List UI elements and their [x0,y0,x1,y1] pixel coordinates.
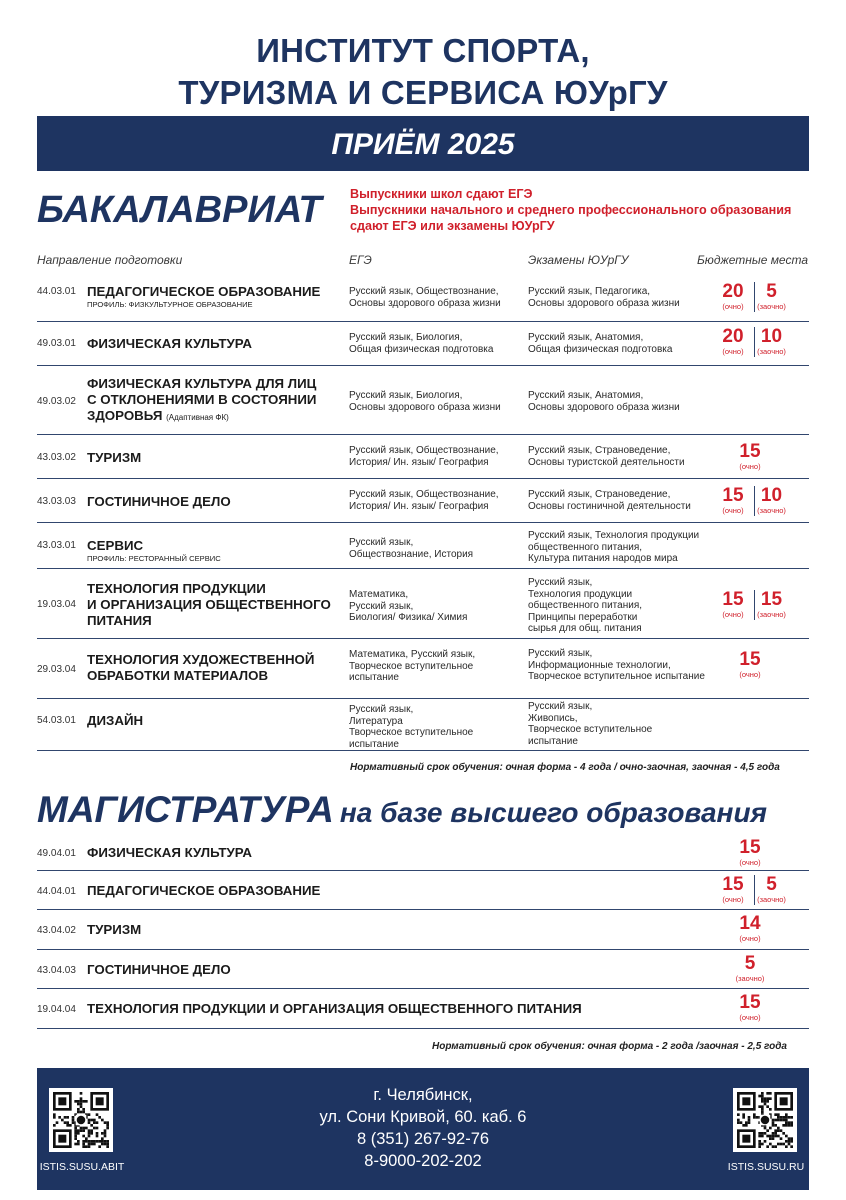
exam-subject-line: сырья для общ. питания [528,623,642,634]
ege-subject-line: Основы здорового образа жизни [349,401,501,413]
program-note: (Адаптивная ФК) [166,413,229,422]
seat-form: (очно) [739,858,761,867]
program-name-line: ПИТАНИЯ [87,613,152,628]
ege-subjects [349,589,524,624]
program-name-line: И ОРГАНИЗАЦИЯ ОБЩЕСТВЕННОГО [87,597,331,612]
exam-subject-line: Русский язык, [528,577,593,588]
budget-seats [716,650,809,690]
column-header-exams: Экзамены ЮУрГУ [528,253,629,267]
program-name-line: ГОСТИНИЧНОЕ ДЕЛО [87,494,231,509]
ege-subjects [349,332,524,355]
program-code: 49.03.02 [37,396,76,407]
program-code: 43.04.02 [37,925,76,936]
seats-part-time [754,875,788,905]
program-name-line: ФИЗИЧЕСКАЯ КУЛЬТУРА [87,336,253,351]
vk-qr-code-icon[interactable] [49,1088,113,1152]
seat-form: (очно) [739,670,761,679]
program-row [37,701,809,751]
program-row [37,481,809,523]
exam-notice-line: сдают ЕГЭ или экзамены ЮУрГУ [350,219,555,233]
program-profile: ПРОФИЛЬ: РЕСТОРАННЫЙ СЕРВИС [87,554,221,563]
seats-full-time [733,838,767,868]
budget-seats [716,875,809,915]
seat-count: 15 [739,441,761,462]
program-profile: ПРОФИЛЬ: ФИЗКУЛЬТУРНОЕ ОБРАЗОВАНИЕ [87,300,253,309]
program-code: 49.03.01 [37,338,76,349]
exam-subject-line: Русский язык, Технология продукции [528,530,700,541]
bachelor-title: БАКАЛАВРИАТ [37,189,322,231]
program-name [87,450,347,466]
seat-count: 15 [739,992,761,1013]
qr-code-graphic [53,1092,109,1148]
exam-subject-line: Творческое вступительное испытание [528,671,705,682]
seat-count: 15 [760,589,783,610]
vk-link-label[interactable]: ISTIS.SUSU.ABIT [39,1161,125,1173]
program-row [37,525,809,569]
master-title [37,786,767,837]
web-qr-code-icon[interactable] [733,1088,797,1152]
ege-subject-line: Русский язык, [349,600,414,612]
ege-subject-line: Математика, [349,589,409,600]
seat-form: (очно) [722,895,744,904]
program-name-line: ЗДОРОВЬЯ (Адаптивная ФК) [87,408,229,423]
program-row [37,437,809,479]
seats-full-time [716,590,750,620]
qr-code-graphic [737,1092,793,1148]
ege-subject-line: Общая физическая подготовка [349,343,494,355]
program-name-line: ТУРИЗМ [87,450,142,465]
program-row [37,324,809,366]
university-exams [528,390,723,413]
master-program-row [37,873,809,910]
institute-title-line1: ИНСТИТУТ СПОРТА, [256,32,590,69]
seat-form: (заочно) [757,302,786,311]
phone-landline[interactable]: 8 (351) 267-92-76 [356,1130,490,1148]
seats-part-time [754,590,788,620]
university-exams [528,701,723,747]
seats-part-time [754,282,788,312]
seat-count: 15 [739,649,761,670]
program-name: ГОСТИНИЧНОЕ ДЕЛО [87,961,231,977]
program-code: 19.03.04 [37,599,76,610]
seat-count: 15 [722,485,744,506]
exam-subject-line: общественного питания, [528,541,643,553]
exam-notice-line: Выпускники школ сдают ЕГЭ [350,187,533,201]
exam-subject-line: Русский язык, [528,701,593,712]
ege-subject-line: Математика, Русский язык, [349,649,476,660]
budget-seats [716,954,809,994]
budget-seats [716,590,809,630]
seats-full-time [733,993,767,1023]
website-link-label[interactable]: ISTIS.SUSU.RU [727,1161,805,1173]
seat-count: 5 [744,953,756,974]
program-name-line: ОБРАБОТКИ МАТЕРИАЛОВ [87,668,269,683]
program-name [87,538,347,564]
program-name [87,336,347,352]
exam-subject-line: Основы здорового образа жизни [528,297,680,309]
seat-form: (очно) [722,610,744,619]
ege-subject-line: Русский язык, [349,537,414,548]
ege-subjects [349,489,524,512]
ege-subject-line: Русский язык, Обществознание, [349,445,499,456]
program-code: 19.04.04 [37,1004,76,1015]
seat-count: 20 [722,326,744,347]
program-code: 43.03.03 [37,496,76,507]
ege-subject-line: Русский язык, Обществознание, [349,286,499,297]
seat-count: 20 [722,281,744,302]
program-code: 54.03.01 [37,715,76,726]
seat-count: 5 [766,281,777,302]
institute-title-line2: ТУРИЗМА И СЕРВИСА ЮУрГУ [178,74,668,111]
seats-full-time [716,327,750,357]
ege-subjects [349,649,524,684]
program-name-line: ДИЗАЙН [87,713,144,728]
university-exams [528,286,723,309]
master-title-main: МАГИСТРАТУРА [37,789,334,830]
ege-subjects [349,286,524,309]
exam-subject-line: Русский язык, Страноведение, [528,489,671,500]
exam-subject-line: Русский язык, [528,648,593,659]
budget-seats [716,327,809,367]
seat-count: 10 [760,485,783,506]
program-name-line: СЕРВИС [87,538,144,553]
ege-subject-line: Основы здорового образа жизни [349,297,501,309]
seats-full-time [716,282,750,312]
seats-full-time [733,442,767,472]
address-city: г. Челябинск, [373,1086,473,1104]
seats-part-time [733,954,767,984]
exam-subject-line: Основы здорового образа жизни [528,401,680,413]
seat-form: (заочно) [757,610,786,619]
seat-form: (очно) [739,462,761,471]
seat-count: 10 [760,326,783,347]
ege-subjects [349,537,524,560]
master-title-subtitle: на базе высшего образования [339,797,768,828]
program-name [87,376,347,426]
seat-count: 15 [722,589,744,610]
phone-mobile[interactable]: 8-9000-202-202 [364,1152,482,1170]
program-code: 44.03.01 [37,286,76,297]
program-code: 49.04.01 [37,847,76,859]
seat-form: (очно) [739,934,761,943]
university-exams [528,530,723,565]
seats-full-time [733,914,767,944]
exam-notice-line: Выпускники начального и среднего профессионального образования [350,203,792,217]
institute-title [0,30,846,114]
budget-seats [716,993,809,1033]
address-block [237,1084,609,1172]
seat-form: (заочно) [757,506,786,515]
budget-seats [716,282,809,322]
exam-subject-line: Живопись, [528,712,578,724]
seat-count: 5 [766,874,777,895]
seat-form: (очно) [722,506,744,515]
ege-subject-line: испытание [349,738,399,750]
ege-subject-line: Русский язык, Обществознание, [349,489,499,500]
seat-form: (заочно) [757,895,786,904]
seat-count: 15 [722,874,744,895]
budget-seats [716,442,809,482]
university-exams [528,332,723,355]
program-name [87,284,347,310]
exam-subject-line: Русский язык, Анатомия, [528,332,644,343]
seat-form: (очно) [722,347,744,356]
seat-form: (заочно) [757,347,786,356]
ege-subject-line: Биология/ Физика/ Химия [349,612,468,623]
program-name-line: ФИЗИЧЕСКАЯ КУЛЬТУРА ДЛЯ ЛИЦ [87,376,317,391]
ege-subject-line: Творческое вступительное [349,727,474,738]
exam-subject-line: Культура питания народов мира [528,553,678,564]
program-name-line: ПЕДАГОГИЧЕСКОЕ ОБРАЗОВАНИЕ [87,284,321,299]
program-code: 43.04.03 [37,964,76,976]
seats-part-time [754,327,788,357]
program-name-line: С ОТКЛОНЕНИЯМИ В СОСТОЯНИИ [87,392,317,407]
university-exams [528,577,723,635]
program-row [37,278,809,322]
program-name [87,494,347,510]
exam-subject-line: Основы гостиничной деятельности [528,500,691,512]
budget-seats [716,914,809,954]
master-program-row [37,952,809,989]
master-study-duration: Нормативный срок обучения: очная форма - 2 года /заочная - 2,5 года [432,1041,787,1052]
ege-subject-line: Русский язык, Биология, [349,332,463,343]
university-exams [528,489,723,512]
program-name-line: ТЕХНОЛОГИЯ ХУДОЖЕСТВЕННОЙ [87,652,315,667]
program-code: 29.03.04 [37,664,76,675]
ege-subjects [349,704,524,750]
exam-subject-line: Русский язык, Анатомия, [528,390,644,401]
ege-subject-line: Творческое вступительное [349,660,474,672]
program-name: ТЕХНОЛОГИЯ ПРОДУКЦИИ И ОРГАНИЗАЦИЯ ОБЩЕСТВЕННОГО ПИТАНИЯ [87,1001,582,1016]
seats-part-time [754,486,788,516]
ege-subject-line: Обществознание, История [349,548,474,560]
column-header-direction: Направление подготовки [37,253,183,267]
exam-subject-line: Информационные технологии, [528,659,671,671]
program-row [37,641,809,699]
exam-subject-line: общественного питания, [528,600,643,611]
seats-full-time [733,650,767,680]
program-code: 43.03.01 [37,540,76,551]
program-row [37,571,809,639]
program-name: ПЕДАГОГИЧЕСКОЕ ОБРАЗОВАНИЕ [87,882,321,898]
ege-subjects [349,445,524,468]
exam-subject-line: испытание [528,735,578,747]
seat-count: 14 [739,913,761,934]
seats-full-time [716,486,750,516]
ege-subject-line: История/ Ин. язык/ География [349,500,489,512]
exam-subject-line: Общая физическая подготовка [528,343,673,355]
exam-subject-line: Принципы переработки [528,611,638,623]
budget-seats [716,486,809,526]
seat-form: (очно) [739,1013,761,1022]
ege-subject-line: История/ Ин. язык/ География [349,456,489,468]
ege-subject-line: Литература [349,715,403,727]
seat-count: 15 [739,837,761,858]
program-name [87,713,347,729]
exam-subject-line: Технология продукции [528,588,633,600]
ege-subject-line: испытание [349,672,399,683]
column-header-ege: ЕГЭ [349,253,372,267]
exam-subject-line: Русский язык, Педагогика, [528,286,651,297]
seat-form: (заочно) [735,974,765,983]
exam-subject-line: Творческое вступительное [528,724,653,735]
program-name: ФИЗИЧЕСКАЯ КУЛЬТУРА [87,844,253,860]
ege-subjects [349,390,524,413]
program-name: ТУРИЗМ [87,922,142,937]
master-program-row [37,836,809,871]
column-header-budget: Бюджетные места [697,253,808,267]
program-name-line: ТЕХНОЛОГИЯ ПРОДУКЦИИ [87,581,266,596]
ege-subject-line: Русский язык, Биология, [349,390,463,401]
university-exams [528,648,723,683]
program-code: 43.03.02 [37,452,76,463]
master-program-row [37,912,809,950]
seat-form: (очно) [722,302,744,311]
program-code: 44.04.01 [37,885,76,897]
exam-subject-line: Русский язык, Страноведение, [528,445,671,456]
admission-banner: ПРИЁМ 2025 [37,116,809,171]
exam-notice [350,186,820,234]
bachelor-study-duration: Нормативный срок обучения: очная форма - 4 года / очно-заочная, заочная - 4,5 года [350,762,780,773]
master-program-row [37,991,809,1029]
budget-seats [716,838,809,878]
contact-footer [37,1068,809,1190]
program-name [87,652,347,684]
university-exams [528,445,723,468]
program-row [37,368,809,435]
program-name [87,581,347,629]
address-street: ул. Сони Кривой, 60. каб. 6 [319,1108,527,1126]
ege-subject-line: Русский язык, [349,704,414,715]
exam-subject-line: Основы туристской деятельности [528,456,685,468]
seats-full-time [716,875,750,905]
